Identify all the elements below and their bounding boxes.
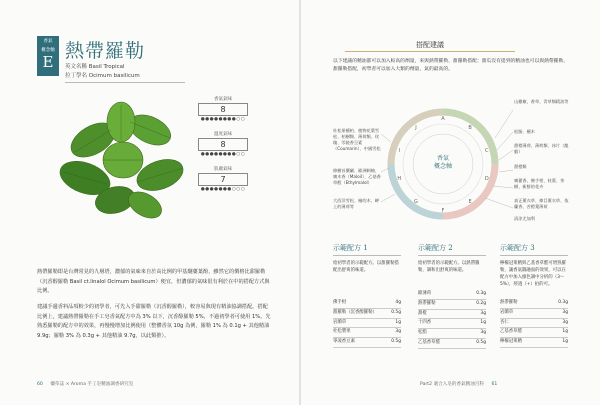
wheel-label-right-2: 松脂、檀木 — [514, 129, 535, 134]
ingredient-qty: 1g — [480, 320, 486, 326]
wheel-label-right-5: 廣藿香、佛手柑、枝葉、茶樹、新鮮的花卉 — [514, 178, 565, 189]
ingredient-qty: 0.5g — [391, 309, 401, 315]
recipe-1 — [333, 243, 401, 345]
ingredient-qty: 1g — [395, 319, 401, 325]
ingredient-name: 杜松漿果 — [333, 329, 351, 335]
wheel-letter: H — [397, 176, 402, 183]
ingredient-name: 熱帶羅勒 — [418, 300, 436, 306]
ingredient-qty: 0.5g — [391, 339, 401, 345]
wheel-label-left-1: 杜松果檀柏、植物花葉雪松、柏樹類、薄荷類、玫瑰、零陵香豆素（Coumarin）、中國雪松 — [333, 128, 381, 151]
ingredient-row — [418, 339, 486, 349]
wheel-label-right-1: 山雞椒、香草、青草類精油等 — [514, 99, 569, 104]
ingredient-row — [333, 299, 401, 309]
body-paragraph-1: 熱帶羅勒即是台灣常見的九層塔，濃郁的氣味來自於高比例的甲基醚蔞葉酚，雖然它的價格比甜羅勒（沉香醇羅勒 Basil ct.linalol Ocimum basilicum）便宜，但濃郁的氣味很有利於在中的搭配方式與比例。 — [37, 269, 270, 294]
rating-dots: ●●●●●●●●○○ — [200, 152, 246, 157]
basil-illustration — [55, 100, 190, 225]
wheel-center-text: 香氣 概念軸 — [433, 155, 452, 170]
ingredient-name: 岩蘭草 — [500, 309, 514, 315]
ingredient-row — [500, 338, 568, 348]
ingredient-name: 佛手柑 — [333, 300, 347, 305]
ingredient-row — [500, 328, 568, 338]
rating-value: 7 — [198, 173, 248, 186]
wheel-letter: J — [415, 124, 417, 131]
ingredient-qty: 0.5g — [476, 339, 486, 345]
ingredient-name: 松脂 — [418, 330, 427, 336]
ingredient-row — [500, 319, 568, 329]
ingredient-qty: 0.3g — [476, 291, 486, 296]
latin-name: 拉丁學名 Ocimum basilicum — [65, 73, 140, 79]
right-footer-part: Part2 — [420, 382, 432, 387]
wheel-letter: F — [441, 208, 445, 214]
recipe-description: 給初學者的示範配方。以甜羅勒搭配出舒爽的味道。 — [333, 261, 399, 273]
ingredient-qty: 4g — [395, 300, 401, 305]
rating-skin — [198, 166, 248, 193]
body-paragraph-2: 建議手邊香料品項較少的初學者，可先入手甜羅勒（沉香醇羅勒），較容易與現有精油協調搭配。搭配比例上，建議熱帶羅勒在手工皂香氣配方中為 3% 以下，沉香醇羅勒 5%，不過初學者可使用 1%。先熟悉羅勒的配方中的效果，再慢慢增加比例使用（整體香氛 10g 為例，羅勒 1% 為 0.1g + 其他精油 9.9g；羅勒 3% 為 0.3g + 其他精油 9.7g，以此類推）。 — [37, 304, 271, 339]
rating-dots: ●●●●●●●●○○ — [200, 117, 246, 122]
left-page-number: 60 — [37, 382, 43, 387]
recipe-description: 給初學者的示範配方。以熱帶羅勒，調和出舒爽的味道。 — [418, 261, 480, 273]
wheel-letter: D — [484, 176, 489, 183]
wheel-letter: C — [484, 147, 489, 154]
ingredient-row — [418, 300, 486, 310]
wheel-letter: G — [414, 199, 418, 206]
scent-ratings — [198, 96, 248, 201]
ingredient-row — [333, 309, 401, 319]
badge-category: 香氣 — [43, 39, 53, 44]
ingredient-qty: 0.2g — [476, 300, 486, 306]
ingredient-row — [418, 319, 486, 329]
wheel-label-right-7: 清涼尤加利 — [514, 216, 535, 221]
rating-value: 8 — [198, 103, 248, 116]
wheel-label-right-3: 甜橙薄荷、薄荷類、冰片（龍腦） — [514, 143, 569, 154]
title-divider — [65, 82, 185, 83]
category-badge — [37, 36, 59, 76]
ingredient-name: 乙基香草醛 — [418, 339, 440, 345]
recipe-3 — [500, 243, 568, 345]
ingredient-name: 熱帶羅勒 — [500, 300, 518, 305]
ingredient-name: 乙基香草醛 — [500, 329, 522, 335]
ingredient-qty: 3g — [562, 309, 568, 315]
ingredient-name: 岩蘭草 — [333, 319, 347, 325]
ingredient-row — [418, 310, 486, 320]
recipe-description: 檸檬冠萊精與乙基香草醛可增熟羅勒，讓香氣圓融面的效果，可以在配方中加入綠色調中分析的（3～5%），經過（+）拍的可。 — [500, 261, 566, 287]
left-footer-text: 藥草誌 × Aroma 手工皂精油調香研究室 — [50, 382, 134, 387]
page-title: 熱帶羅勒 — [65, 40, 146, 62]
recipe-title: 示範配方 2 — [418, 243, 486, 256]
section-title: 搭配建議 — [416, 41, 444, 49]
section-divider — [345, 51, 515, 52]
ingredient-qty: 3g — [395, 329, 401, 335]
right-page-number: 61 — [491, 382, 498, 387]
left-footer — [37, 381, 133, 387]
wheel-label-left-2: 樟樹首藥屬、歐洲刺檜、廣木香（Maloil）、乙基香草醛（Ethylmalol） — [333, 168, 381, 185]
ingredient-row — [500, 299, 568, 309]
ingredient-qty: 1g — [562, 329, 568, 335]
wheel-letter: B — [468, 124, 472, 131]
recipe-title: 示範配方 3 — [500, 243, 568, 256]
ingredient-qty: 3g — [480, 330, 486, 336]
rating-label: 香氣氣味 — [214, 97, 232, 102]
ingredient-row — [333, 338, 401, 348]
recipe-ingredients — [500, 299, 568, 348]
wheel-label-right-4: 甜橙類 — [514, 164, 527, 169]
wheel-label-left-3: 大西洋雪松、檜的木、岬上的薄荷等 — [333, 198, 380, 209]
ingredient-name: 十四香 — [418, 320, 432, 326]
wheel-center-label — [425, 155, 461, 171]
recipe-title: 示範配方 1 — [333, 243, 401, 256]
badge-category-2: 概念軸 — [41, 48, 55, 53]
recipe-ingredients — [418, 290, 486, 349]
recipe-2 — [418, 243, 486, 345]
rating-dots: ●●●●●●●○○○ — [200, 187, 246, 192]
wheel-letter: E — [468, 199, 472, 206]
rating-aroma — [198, 96, 248, 123]
ingredient-qty: 0.3g — [558, 300, 568, 305]
ingredient-row — [418, 329, 486, 339]
ingredient-row — [333, 328, 401, 338]
ingredient-name: 杏仁 — [500, 319, 509, 325]
ingredient-qty: 3g — [480, 310, 486, 316]
wheel-letter: I — [398, 147, 400, 154]
ingredient-name: 歐薄荷 — [418, 291, 432, 296]
intro-paragraph: 以下建議的精油都可以加入較高的劑量，來與熱帶羅勒、甜羅勒搭配；甜瓜沒有提到的精油也可以與熱帶羅勒、甜羅勒搭配，初學者可以加入大類的劑量，氣的最高的。 — [333, 59, 569, 72]
ingredient-name: 零凌香豆素 — [333, 339, 355, 345]
recipe-ingredients — [333, 299, 401, 348]
ingredient-qty: 1g — [562, 339, 568, 345]
ingredient-row — [500, 309, 568, 319]
right-footer-text: 適合入皂的香氣精油百科 — [433, 382, 485, 387]
ingredient-row — [333, 319, 401, 329]
right-footer — [420, 381, 497, 387]
ingredient-row — [418, 290, 486, 300]
english-name: 英文名稱 Basil Tropical — [65, 64, 125, 70]
rating-label: 溫度氣味 — [214, 132, 232, 137]
wheel-label-right-6: 真正薰衣草、樟目薰衣草、依蘭香、苦橙葉薄荷 — [514, 198, 569, 209]
rating-value: 8 — [198, 138, 248, 151]
ingredient-name: 甜羅勒（沉香醇羅勒） — [333, 309, 377, 315]
ingredient-name: 檸檬冠萊精 — [500, 339, 522, 345]
badge-letter: E — [42, 53, 54, 71]
ingredient-qty: 3g — [562, 319, 568, 325]
wheel-letter: A — [441, 116, 445, 122]
rating-label: 肌膚氣味 — [214, 167, 232, 172]
ingredient-name: 甜橙 — [418, 310, 427, 316]
rating-temperature — [198, 131, 248, 158]
